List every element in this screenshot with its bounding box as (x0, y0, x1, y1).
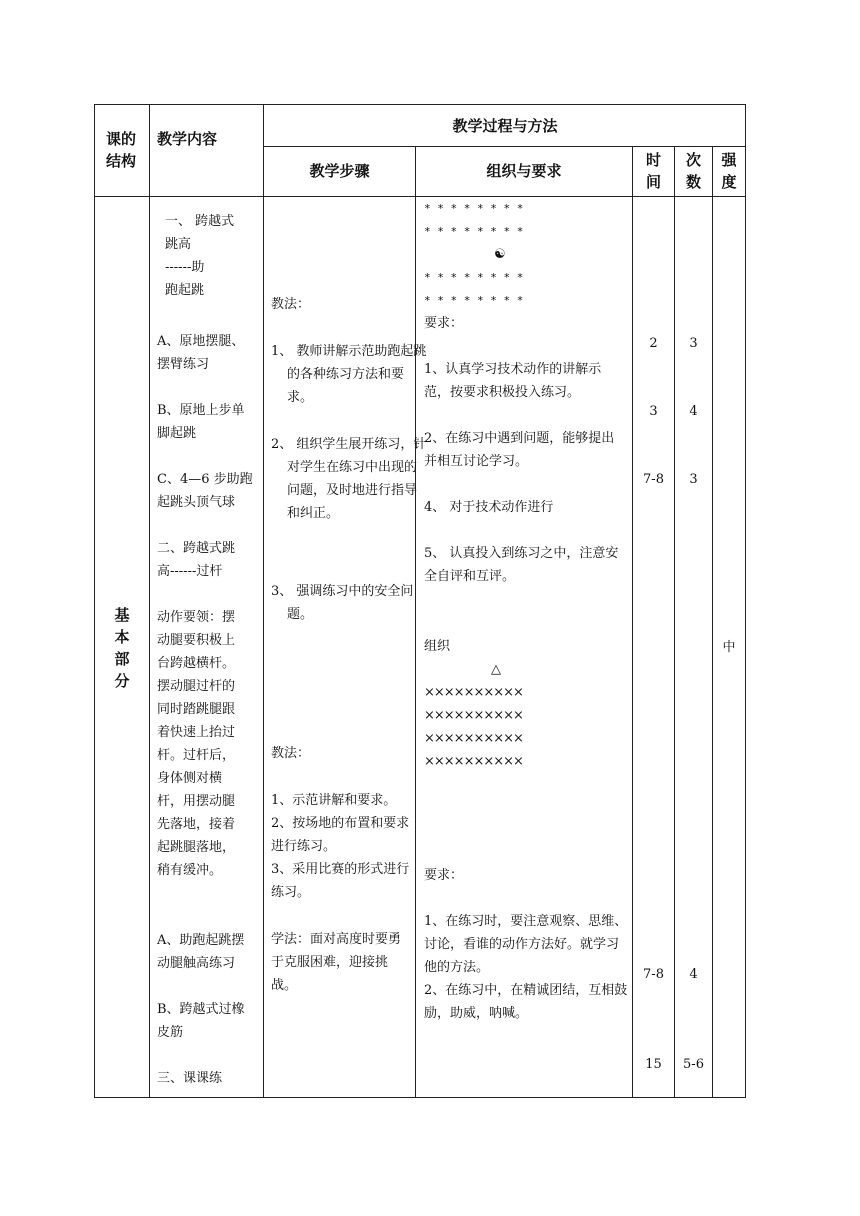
org-req2-item: 1、在练习时，要注意观察、思维、讨论，看谁的动作方法好。就学习他的方法。 (424, 914, 628, 975)
content-item2-a: A、助跑起跳摆 动腿触高练习 (157, 933, 245, 971)
content-item2-b: B、跨越式过橡 皮筋 (157, 1002, 245, 1040)
org-req1-item: 1、认真学习技术动作的讲解示范，按要求积极投入练习。 (424, 362, 602, 400)
content-item2-title: 二、跨越式跳 高------过杆 (157, 541, 236, 579)
org-req1-label: 要求： (424, 316, 464, 331)
steps-method1-item: 2、 组织学生展开练习，针对学生在练习中出现的问题，及时地进行指导和纠正。 (271, 437, 427, 521)
time-value: 15 (645, 1057, 662, 1072)
org-req2-item: 2、在练习中，在精诚团结，互相鼓励，助威，呐喊。 (424, 983, 628, 1021)
steps-method1-label: 教法： (271, 297, 311, 312)
header-content: 教学内容 (157, 130, 218, 148)
time-value: 7-8 (643, 472, 664, 487)
count-value: 5-6 (683, 1057, 704, 1072)
org-req2-label: 要求： (424, 868, 464, 883)
steps-study-method: 学法：面对高度时要勇于克服困难，迎接挑战。 (271, 932, 402, 993)
formation-cross-row: ×××××××××× (424, 754, 523, 769)
steps-method2-item: 3、采用比赛的形式进行练习。 (271, 862, 410, 900)
content-item1-title: 一、 跨越式 跳高 ------助 跑起跳 (165, 214, 235, 298)
formation-cross-row: ×××××××××× (424, 708, 523, 723)
org-req1-item: 5、 认真投入到练习之中，注意安全自评和互评。 (424, 546, 619, 584)
teacher-triangle-icon: △ (491, 662, 501, 677)
org-label: 组织 (424, 639, 451, 654)
header-structure: 课的 结构 (106, 130, 137, 170)
steps-method1-item: 3、 强调练习中的安全问题。 (271, 584, 414, 622)
formation-star-row: * * * * * * * * (424, 225, 524, 238)
formation-cross-row: ×××××××××× (424, 731, 523, 746)
lesson-plan-table (94, 104, 746, 1098)
time-value: 3 (649, 404, 658, 419)
steps-method1-item: 1、 教师讲解示范助跑起跳的各种练习方法和要求。 (271, 344, 427, 405)
org-req1-item: 2、在练习中遇到问题，能够提出并相互讨论学习。 (424, 431, 615, 469)
time-value: 7-8 (643, 967, 664, 982)
count-value: 3 (689, 472, 698, 487)
content-item1-a: A、原地摆腿、 摆臂练习 (157, 334, 245, 372)
org-req1-item: 4、 对于技术动作进行 (424, 500, 554, 515)
content-item1-b: B、原地上步单 脚起跳 (157, 403, 245, 441)
content-item2-key: 动作要领：摆 动腿要积极上 台跨越横杆。 摆动腿过杆的 同时踏跳腿跟 着快速上抬过 杆。过杆后， 身体侧对横 杆，用摆动腿 先落地，接着 起跳腿落地， 稍有缓冲。 (157, 610, 236, 878)
formation-star-row: * * * * * * * * (424, 294, 524, 307)
formation-cross-row: ×××××××××× (424, 685, 523, 700)
steps-method2-item: 1、示范讲解和要求。 (271, 793, 397, 808)
header-process: 教学过程与方法 (452, 117, 558, 135)
count-value: 3 (689, 336, 698, 351)
teacher-yin-yang-icon: ☯ (494, 247, 506, 262)
steps-method2-item: 2、按场地的布置和要求进行练习。 (271, 816, 410, 854)
intensity-value: 中 (722, 640, 736, 655)
content-item3-title: 三、课课练 (157, 1071, 223, 1086)
steps-method2-label: 教法： (271, 746, 311, 761)
count-value: 4 (689, 404, 698, 419)
header-count: 次 数 (685, 151, 701, 191)
formation-star-row: * * * * * * * * (424, 271, 524, 284)
header-organization: 组织与要求 (486, 162, 562, 180)
count-value: 4 (689, 967, 698, 982)
header-steps: 教学步骤 (309, 162, 370, 180)
formation-star-row: * * * * * * * * (424, 202, 524, 215)
header-time: 时 间 (645, 151, 661, 191)
header-intensity: 强 度 (721, 151, 737, 191)
section-label: 基 本 部 分 (114, 606, 130, 690)
content-item1-c: C、4—6 步助跑 起跳头顶气球 (157, 472, 253, 510)
time-value: 2 (649, 336, 658, 351)
